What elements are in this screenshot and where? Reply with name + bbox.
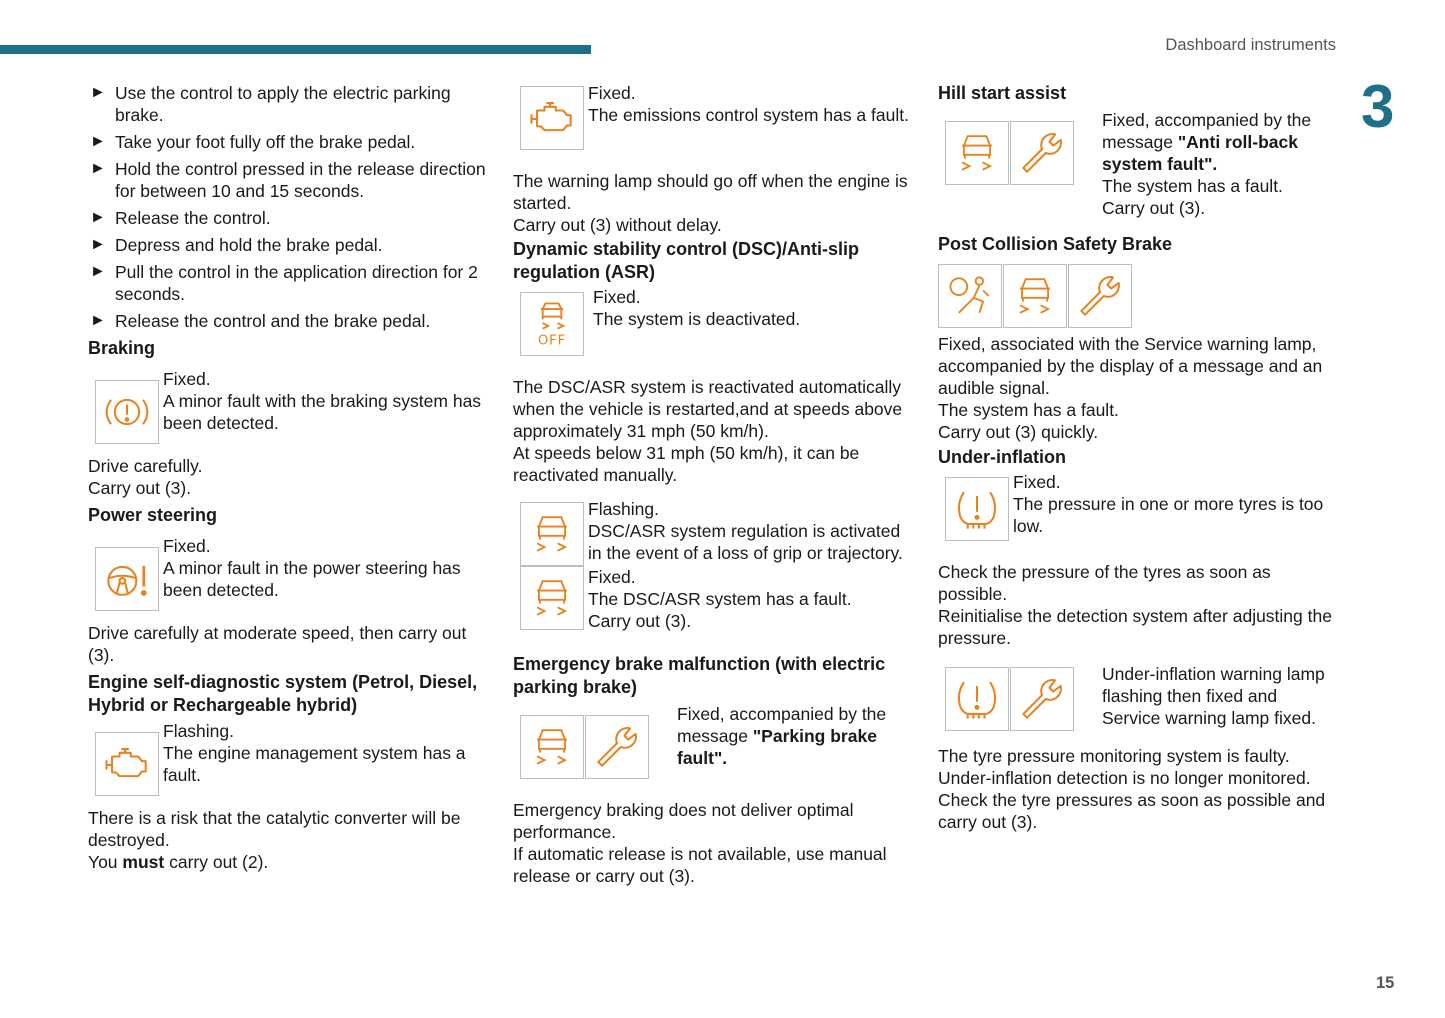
lamp-state: Fixed. [1013, 472, 1061, 492]
arrow-icon: ► [90, 312, 106, 329]
advice-text: The DSC/ASR system is reactivated automatically when the vehicle is restarted,and at speeds above approximately 31 mph (50 km/h). [513, 377, 903, 441]
skid-car-icon [520, 566, 584, 630]
warning-emergency-brake [513, 703, 913, 779]
chapter-number: 3 [1361, 73, 1395, 140]
advice-text: Check the tyre pressures as soon as possible and carry out (3). [938, 790, 1326, 832]
warning-dsc-off [513, 286, 913, 356]
lamp-description: Fixed, accompanied by the message "Anti roll-back system fault". [1102, 110, 1312, 174]
step-item: ► Release the control and the brake pedal. [90, 311, 431, 331]
lamp-description: DSC/ASR system regulation is activated in the event of a loss of grip or trajectory. [588, 521, 903, 563]
skid-car-icon [520, 715, 584, 779]
warning-under-inflation [938, 471, 1338, 541]
lamp-state: Fixed. [593, 287, 641, 307]
section-title: Dashboard instruments [1165, 36, 1336, 54]
engine-icon [520, 86, 584, 150]
skid-car-icon [1003, 264, 1067, 328]
tyre-pressure-icon [945, 667, 1009, 731]
svg-text:OFF: OFF [537, 333, 567, 349]
skid-car-icon [520, 502, 584, 566]
heading-emergency-brake: Emergency brake malfunction (with electric parking brake) [513, 654, 886, 697]
heading-engine: Engine self-diagnostic system (Petrol, Diesel, Hybrid or Rechargeable hybrid) [88, 672, 478, 715]
lamp-description: The system is deactivated. [593, 309, 801, 329]
arrow-icon: ► [90, 160, 106, 177]
brake-warning-icon [95, 380, 159, 444]
warning-engine-fixed [513, 82, 913, 150]
lamp-description: The DSC/ASR system has a fault. [588, 589, 852, 609]
advice-text: There is a risk that the catalytic converter will be destroyed. [88, 808, 461, 850]
arrow-icon: ► [90, 84, 106, 101]
warning-power-steering [88, 535, 488, 611]
advice-text: You must carry out (2). [88, 852, 269, 872]
arrow-icon: ► [90, 133, 106, 150]
advice-text: Carry out (3). [88, 478, 192, 498]
power-steering-icon [95, 547, 159, 611]
lamp-state: Fixed. [588, 83, 636, 103]
lamp-description: A minor fault with the braking system has been detected. [163, 391, 482, 433]
lamp-state: Fixed. [163, 369, 211, 389]
tyre-pressure-icon [945, 477, 1009, 541]
heading-under-inflation: Under-inflation [938, 447, 1066, 467]
lamp-description: The pressure in one or more tyres is too low. [1013, 494, 1324, 536]
advice-text: Carry out (3). [1102, 198, 1206, 218]
wrench-icon [1010, 667, 1074, 731]
lamp-description: The system has a fault. [1102, 176, 1283, 196]
procedure-steps [88, 82, 488, 332]
wrench-icon [585, 715, 649, 779]
lamp-state: Flashing. [163, 721, 235, 741]
advice-text: Drive carefully at moderate speed, then carry out (3). [88, 623, 467, 665]
lamp-description: The system has a fault. [938, 400, 1119, 420]
warning-dsc-fixed [513, 566, 913, 632]
arrow-icon: ► [90, 209, 106, 226]
lamp-state: Fixed. [163, 536, 211, 556]
dsc-off-icon [520, 292, 584, 356]
step-item: ► Use the control to apply the electric parking brake. [90, 83, 451, 125]
warning-under-inflation-combo [938, 663, 1338, 731]
lamp-description: The emissions control system has a fault. [588, 105, 909, 125]
advice-text: Reinitialise the detection system after adjusting the pressure. [938, 606, 1332, 648]
warning-hill-start [938, 109, 1338, 219]
advice-text: Carry out (3). [588, 611, 692, 631]
heading-braking: Braking [88, 338, 156, 358]
heading-hill-start: Hill start assist [938, 83, 1067, 103]
header-accent-bar [0, 45, 591, 54]
lamp-state: Fixed. [588, 567, 636, 587]
lamp-description: Fixed, accompanied by the message "Parking brake fault". [677, 704, 887, 768]
advice-text: Carry out (3) quickly. [938, 422, 1099, 442]
lamp-description: The engine management system has a fault. [163, 743, 466, 785]
warning-braking [88, 368, 488, 444]
advice-text: Under-inflation detection is no longer monitored. [938, 768, 1311, 788]
warning-engine-flashing [88, 720, 488, 796]
advice-text: Check the pressure of the tyres as soon as possible. [938, 562, 1271, 604]
step-item: ► Hold the control pressed in the release direction for between 10 and 15 seconds. [90, 159, 486, 201]
advice-text: The warning lamp should go off when the engine is started. [513, 171, 908, 213]
heading-dsc: Dynamic stability control (DSC)/Anti-slip regulation (ASR) [513, 239, 860, 282]
step-item: ► Release the control. [90, 208, 271, 228]
page-number: 15 [1376, 974, 1395, 992]
step-item: ► Pull the control in the application direction for 2 seconds. [90, 262, 478, 304]
step-item: ► Depress and hold the brake pedal. [90, 235, 383, 255]
lamp-description: Under-inflation warning lamp flashing then fixed and Service warning lamp fixed. [1102, 664, 1325, 728]
wrench-icon [1010, 121, 1074, 185]
lamp-description: Fixed, associated with the Service warning lamp, accompanied by the display of a message and an audible signal. [938, 334, 1323, 398]
advice-text: Carry out (3) without delay. [513, 215, 722, 235]
column-1 [88, 82, 488, 873]
post-collision-icons [938, 264, 1338, 328]
advice-text: If automatic release is not available, use manual release or carry out (3). [513, 844, 887, 886]
person-airbag-icon [938, 264, 1002, 328]
skid-car-icon [945, 121, 1009, 185]
arrow-icon: ► [90, 263, 106, 280]
warning-dsc-flashing [513, 498, 913, 566]
wrench-icon [1068, 264, 1132, 328]
heading-post-collision: Post Collision Safety Brake [938, 234, 1173, 254]
step-item: ► Take your foot fully off the brake pedal. [90, 132, 416, 152]
advice-text: The tyre pressure monitoring system is faulty. [938, 746, 1290, 766]
lamp-state: Flashing. [588, 499, 660, 519]
column-2 [513, 82, 913, 887]
arrow-icon: ► [90, 236, 106, 253]
advice-text: Drive carefully. [88, 456, 203, 476]
lamp-description: A minor fault in the power steering has been detected. [163, 558, 461, 600]
engine-icon [95, 732, 159, 796]
advice-text: At speeds below 31 mph (50 km/h), it can be reactivated manually. [513, 443, 860, 485]
advice-text: Emergency braking does not deliver optimal performance. [513, 800, 854, 842]
column-3 [938, 82, 1338, 833]
heading-power-steering: Power steering [88, 505, 218, 525]
